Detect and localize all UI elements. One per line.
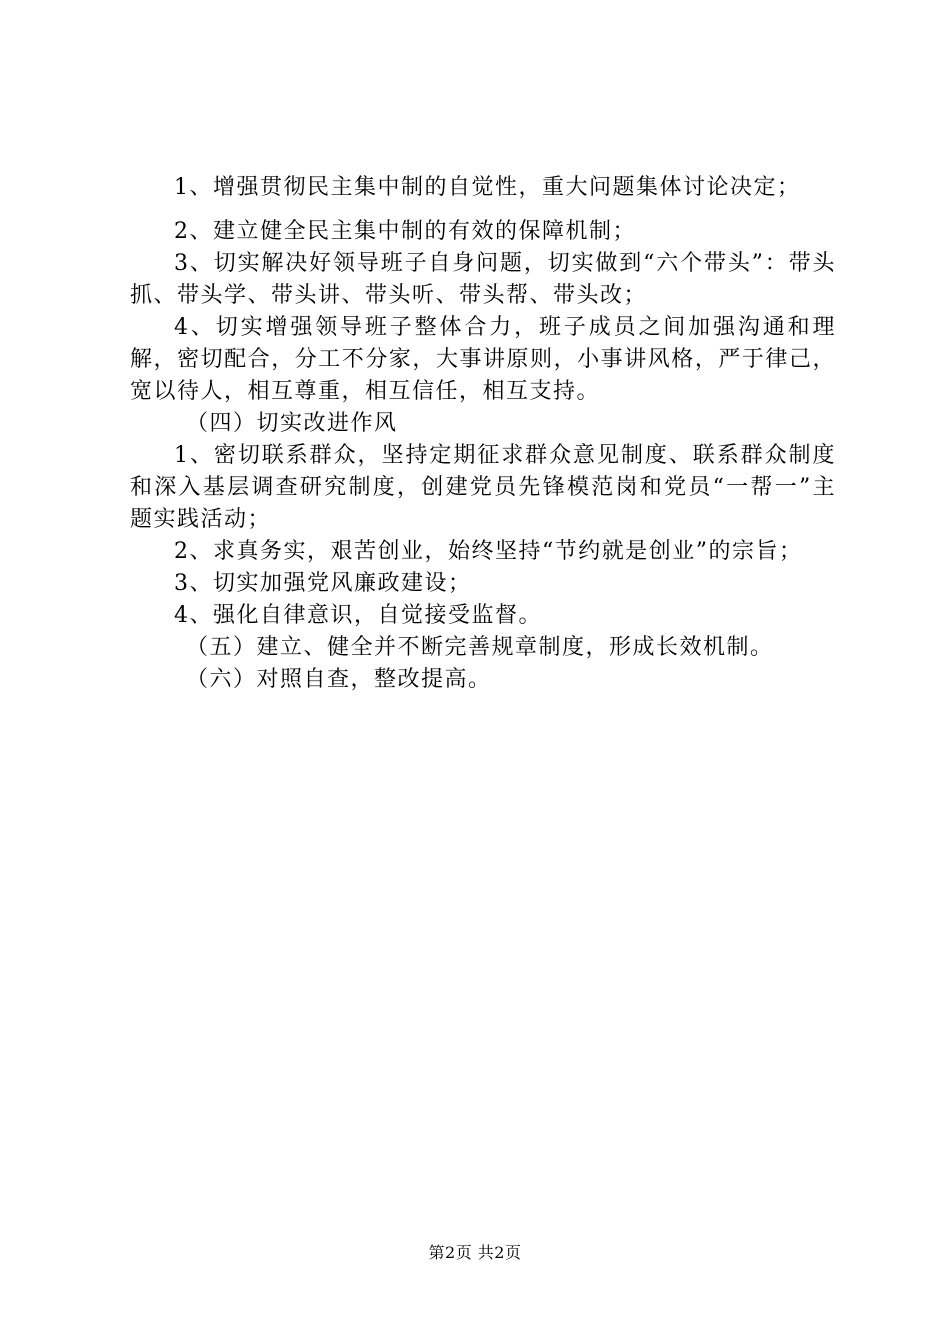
document-body xyxy=(130,172,836,696)
paragraph-item-4: 4、切实增强领导班子整体合力，班子成员之间加强沟通和理解，密切配合，分工不分家，大事讲原则，小事讲风格，严于律己，宽以待人，相互尊重，相互信任，相互支持。 xyxy=(130,315,836,404)
paragraph-item-3: 3、切实解决好领导班子自身问题，切实做到“六个带头”：带头抓、带头学、带头讲、带头听、带头帮、带头改； xyxy=(130,251,836,308)
section-heading-4: （四）切实改进作风 xyxy=(186,411,398,436)
paragraph-item-1: 1、增强贯彻民主集中制的自觉性，重大问题集体讨论决定； xyxy=(174,175,801,200)
paragraph-item-5: 1、密切联系群众，坚持定期征求群众意见制度、联系群众制度和深入基层调查研究制度，创建党员先锋模范岗和党员“一帮一”主题实践活动； xyxy=(130,443,836,532)
paragraph-item-8: 4、强化自律意识，自觉接受监督。 xyxy=(174,603,542,628)
paragraph-item-6: 2、求真务实，艰苦创业，始终坚持“节约就是创业”的宗旨； xyxy=(174,539,803,564)
paragraph-item-2: 2、建立健全民主集中制的有效的保障机制； xyxy=(174,219,636,244)
paragraph-item-7: 3、切实加强党风廉政建设； xyxy=(174,571,472,596)
section-heading-5: （五）建立、健全并不断完善规章制度，形成长效机制。 xyxy=(186,635,774,660)
section-heading-6: （六）对照自查，整改提高。 xyxy=(186,667,492,692)
page-number-footer: 第2页 共2页 xyxy=(428,1243,522,1262)
